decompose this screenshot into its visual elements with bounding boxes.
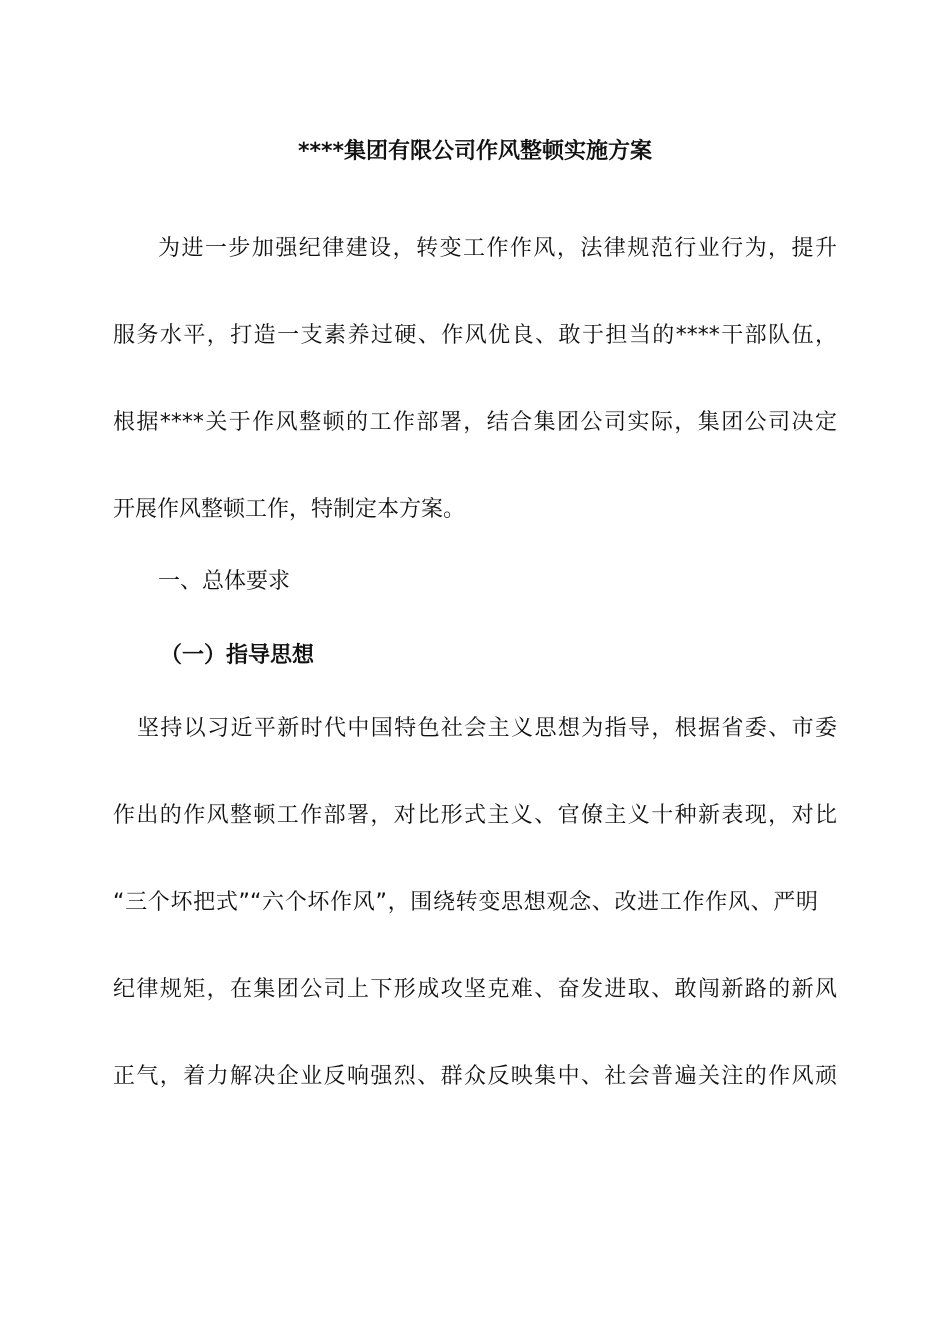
intro-line-1: 为进一步加强纪律建设，转变工作作风，法律规范行业行为，提升 <box>158 236 837 261</box>
body-line-3: “三个坏把式”“六个坏作风”，围绕转变思想观念、改进工作作风、严明 <box>113 890 818 915</box>
intro-line-2: 服务水平，打造一支素养过硬、作风优良、敢于担当的****干部队伍， <box>113 323 837 348</box>
body-line-1: 坚持以习近平新时代中国特色社会主义思想为指导，根据省委、市委 <box>137 716 837 741</box>
subsection-heading: （一）指导思想 <box>160 643 315 668</box>
body-line-4: 纪律规矩，在集团公司上下形成攻坚克难、奋发进取、敢闯新路的新风 <box>113 977 837 1002</box>
body-line-5: 正气，着力解决企业反响强烈、群众反映集中、社会普遍关注的作风顽 <box>113 1064 837 1089</box>
body-line-2: 作出的作风整顿工作部署，对比形式主义、官僚主义十种新表现，对比 <box>113 803 837 828</box>
section-heading: 一、总体要求 <box>158 569 291 594</box>
document-title: ****集团有限公司作风整顿实施方案 <box>297 139 653 164</box>
intro-line-3: 根据****关于作风整顿的工作部署，结合集团公司实际，集团公司决定 <box>113 410 837 435</box>
intro-line-4: 开展作风整顿工作，特制定本方案。 <box>113 497 466 522</box>
